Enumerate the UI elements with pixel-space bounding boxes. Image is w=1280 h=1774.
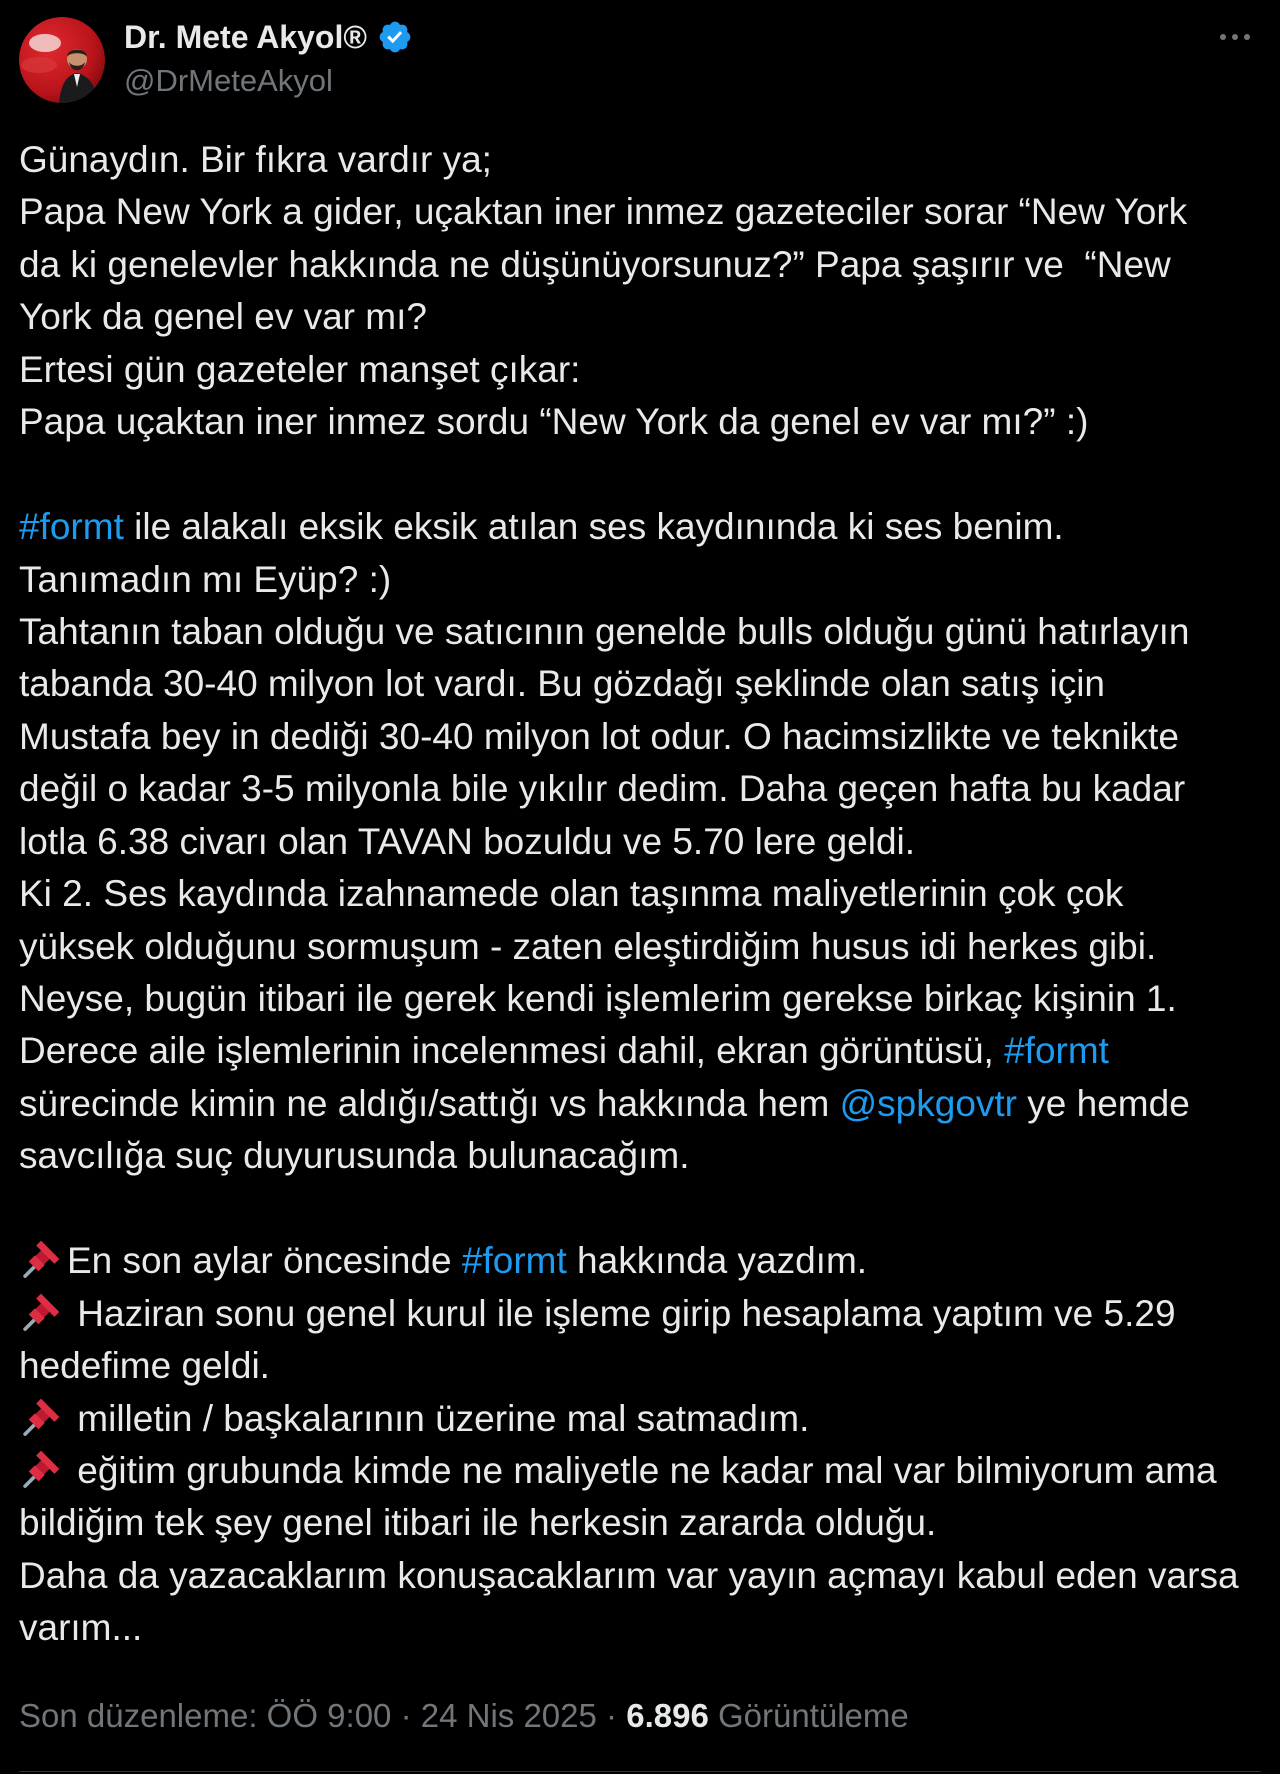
hashtag-link[interactable]: #formt [461,1240,567,1282]
avatar[interactable] [19,17,105,103]
tweet-line [19,1602,1261,1654]
tweet-text: hedefime geldi. [19,1345,270,1387]
tweet-line [19,396,1261,448]
pushpin-icon [19,1290,63,1334]
hashtag-link[interactable]: #formt [19,506,124,548]
tweet-line [19,449,1261,501]
tweet-line [19,554,1261,606]
tweet-text: ile alakalı eksik eksik atılan ses kaydınında ki ses benim. [123,506,1064,548]
tweet-time[interactable]: ÖÖ 9:00 [266,1697,392,1734]
more-options-icon [1217,31,1253,43]
author-name-row[interactable] [124,17,413,57]
author-handle[interactable]: @DrMeteAkyol [124,63,333,98]
pushpin-icon [19,1395,63,1439]
tweet-line [19,1183,1261,1235]
tweet-text: milletin / başkalarının üzerine mal satmadım. [67,1397,810,1439]
tweet-line [19,1288,1261,1340]
tweet-line [19,763,1261,815]
pushpin-icon [19,1447,63,1491]
tweet-line [19,921,1261,973]
tweet-text: tabanda 30-40 milyon lot vardı. Bu gözdağı şeklinde olan satış için [19,663,1105,705]
tweet-line [19,1025,1261,1077]
tweet-line [19,973,1261,1025]
tweet-text: Günaydın. Bir fıkra vardır ya; [19,139,492,180]
tweet-line [19,291,1261,343]
edited-label: Son düzenleme: [19,1697,258,1734]
tweet-line [19,1078,1261,1130]
tweet-text: savcılığa suç duyurusunda bulunacağım. [19,1135,690,1177]
views-label: Görüntüleme [717,1697,909,1734]
tweet-text: hakkında yazdım. [566,1240,868,1282]
more-options-button[interactable] [1212,17,1258,57]
verified-badge-icon[interactable] [377,19,413,55]
meta-separator: · [400,1697,412,1734]
tweet-line [19,501,1261,553]
tweet-text: En son aylar öncesinde [67,1240,462,1282]
tweet-text: Derece aile işlemlerinin incelenmesi dahil, ekran görüntüsü, [19,1030,1005,1072]
pushpin-icon [19,1237,63,1281]
tweet-text: da ki genelevler hakkında ne düşünüyorsunuz?” Papa şaşırır ve “New [19,243,1171,285]
tweet-line [19,868,1261,920]
tweet-line [19,658,1261,710]
tweet-text: Tanımadın mı Eyüp? :) [19,558,392,600]
tweet-line [19,1130,1261,1182]
tweet-line [19,606,1261,658]
mention-link[interactable]: @spkgovtr [839,1082,1018,1124]
tweet-text: York da genel ev var mı? [19,296,427,338]
tweet-line [19,816,1261,868]
tweet-line [19,1497,1261,1549]
tweet-line [19,1393,1261,1445]
tweet-line [19,1235,1261,1287]
tweet-meta [19,1696,909,1736]
tweet-line [19,1550,1261,1602]
tweet-line [19,134,1261,186]
tweet-text: Ki 2. Ses kaydında izahnamede olan taşınma maliyetlerinin çok çok [19,873,1124,915]
tweet-text: değil o kadar 3-5 milyonla bile yıkılır dedim. Daha geçen hafta bu kadar [19,768,1186,810]
hashtag-link[interactable]: #formt [1004,1030,1109,1072]
tweet-text: Papa New York a gider, uçaktan iner inmez gazeteciler sorar “New York [19,191,1188,233]
tweet-text: varım... [19,1607,143,1649]
tweet-text: Mustafa bey in dediği 30-40 milyon lot odur. O hacimsizlikte ve teknikte [19,715,1179,757]
tweet-text: Daha da yazacaklarım konuşacaklarım var yayın açmayı kabul eden varsa [19,1554,1239,1596]
tweet-text: yüksek olduğunu sormuşum - zaten eleştirdiğim husus idi herkes gibi. [19,925,1157,967]
tweet-text: ye hemde [1017,1082,1190,1124]
tweet-line [19,186,1261,238]
meta-separator: · [606,1697,618,1734]
tweet-line [19,1445,1261,1497]
tweet-text: Neyse, bugün itibari ile gerek kendi işlemlerim gerekse birkaç kişinin 1. [19,978,1177,1019]
tweet-text: Haziran sonu genel kurul ile işleme girip hesaplama yaptım ve 5.29 [67,1292,1176,1334]
tweet-date[interactable]: 24 Nis 2025 [420,1697,597,1734]
tweet-line [19,1340,1261,1392]
tweet-line [19,711,1261,763]
divider [19,1771,1261,1772]
views-count: 6.896 [626,1697,709,1734]
tweet-text: Ertesi gün gazeteler manşet çıkar: [19,348,581,390]
avatar-image [19,17,105,103]
tweet-line [19,344,1261,396]
tweet-text: eğitim grubunda kimde ne maliyetle ne kadar mal var bilmiyorum ama [67,1449,1217,1491]
author-name[interactable]: Dr. Mete Akyol® [124,19,367,55]
tweet-text: Papa uçaktan iner inmez sordu “New York da genel ev var mı?” :) [19,401,1089,443]
tweet-text: bildiğim tek şey genel itibari ile herkesin zararda olduğu. [19,1502,937,1544]
tweet-text: lotla 6.38 civarı olan TAVAN bozuldu ve 5.70 lere geldi. [19,820,916,862]
tweet-text-body [19,134,1261,1655]
tweet-text: Tahtanın taban olduğu ve satıcının genelde bulls olduğu günü hatırlayın [19,610,1190,652]
tweet-text: sürecinde kimin ne aldığı/sattığı vs hakkında hem [19,1082,840,1124]
tweet-line [19,239,1261,291]
